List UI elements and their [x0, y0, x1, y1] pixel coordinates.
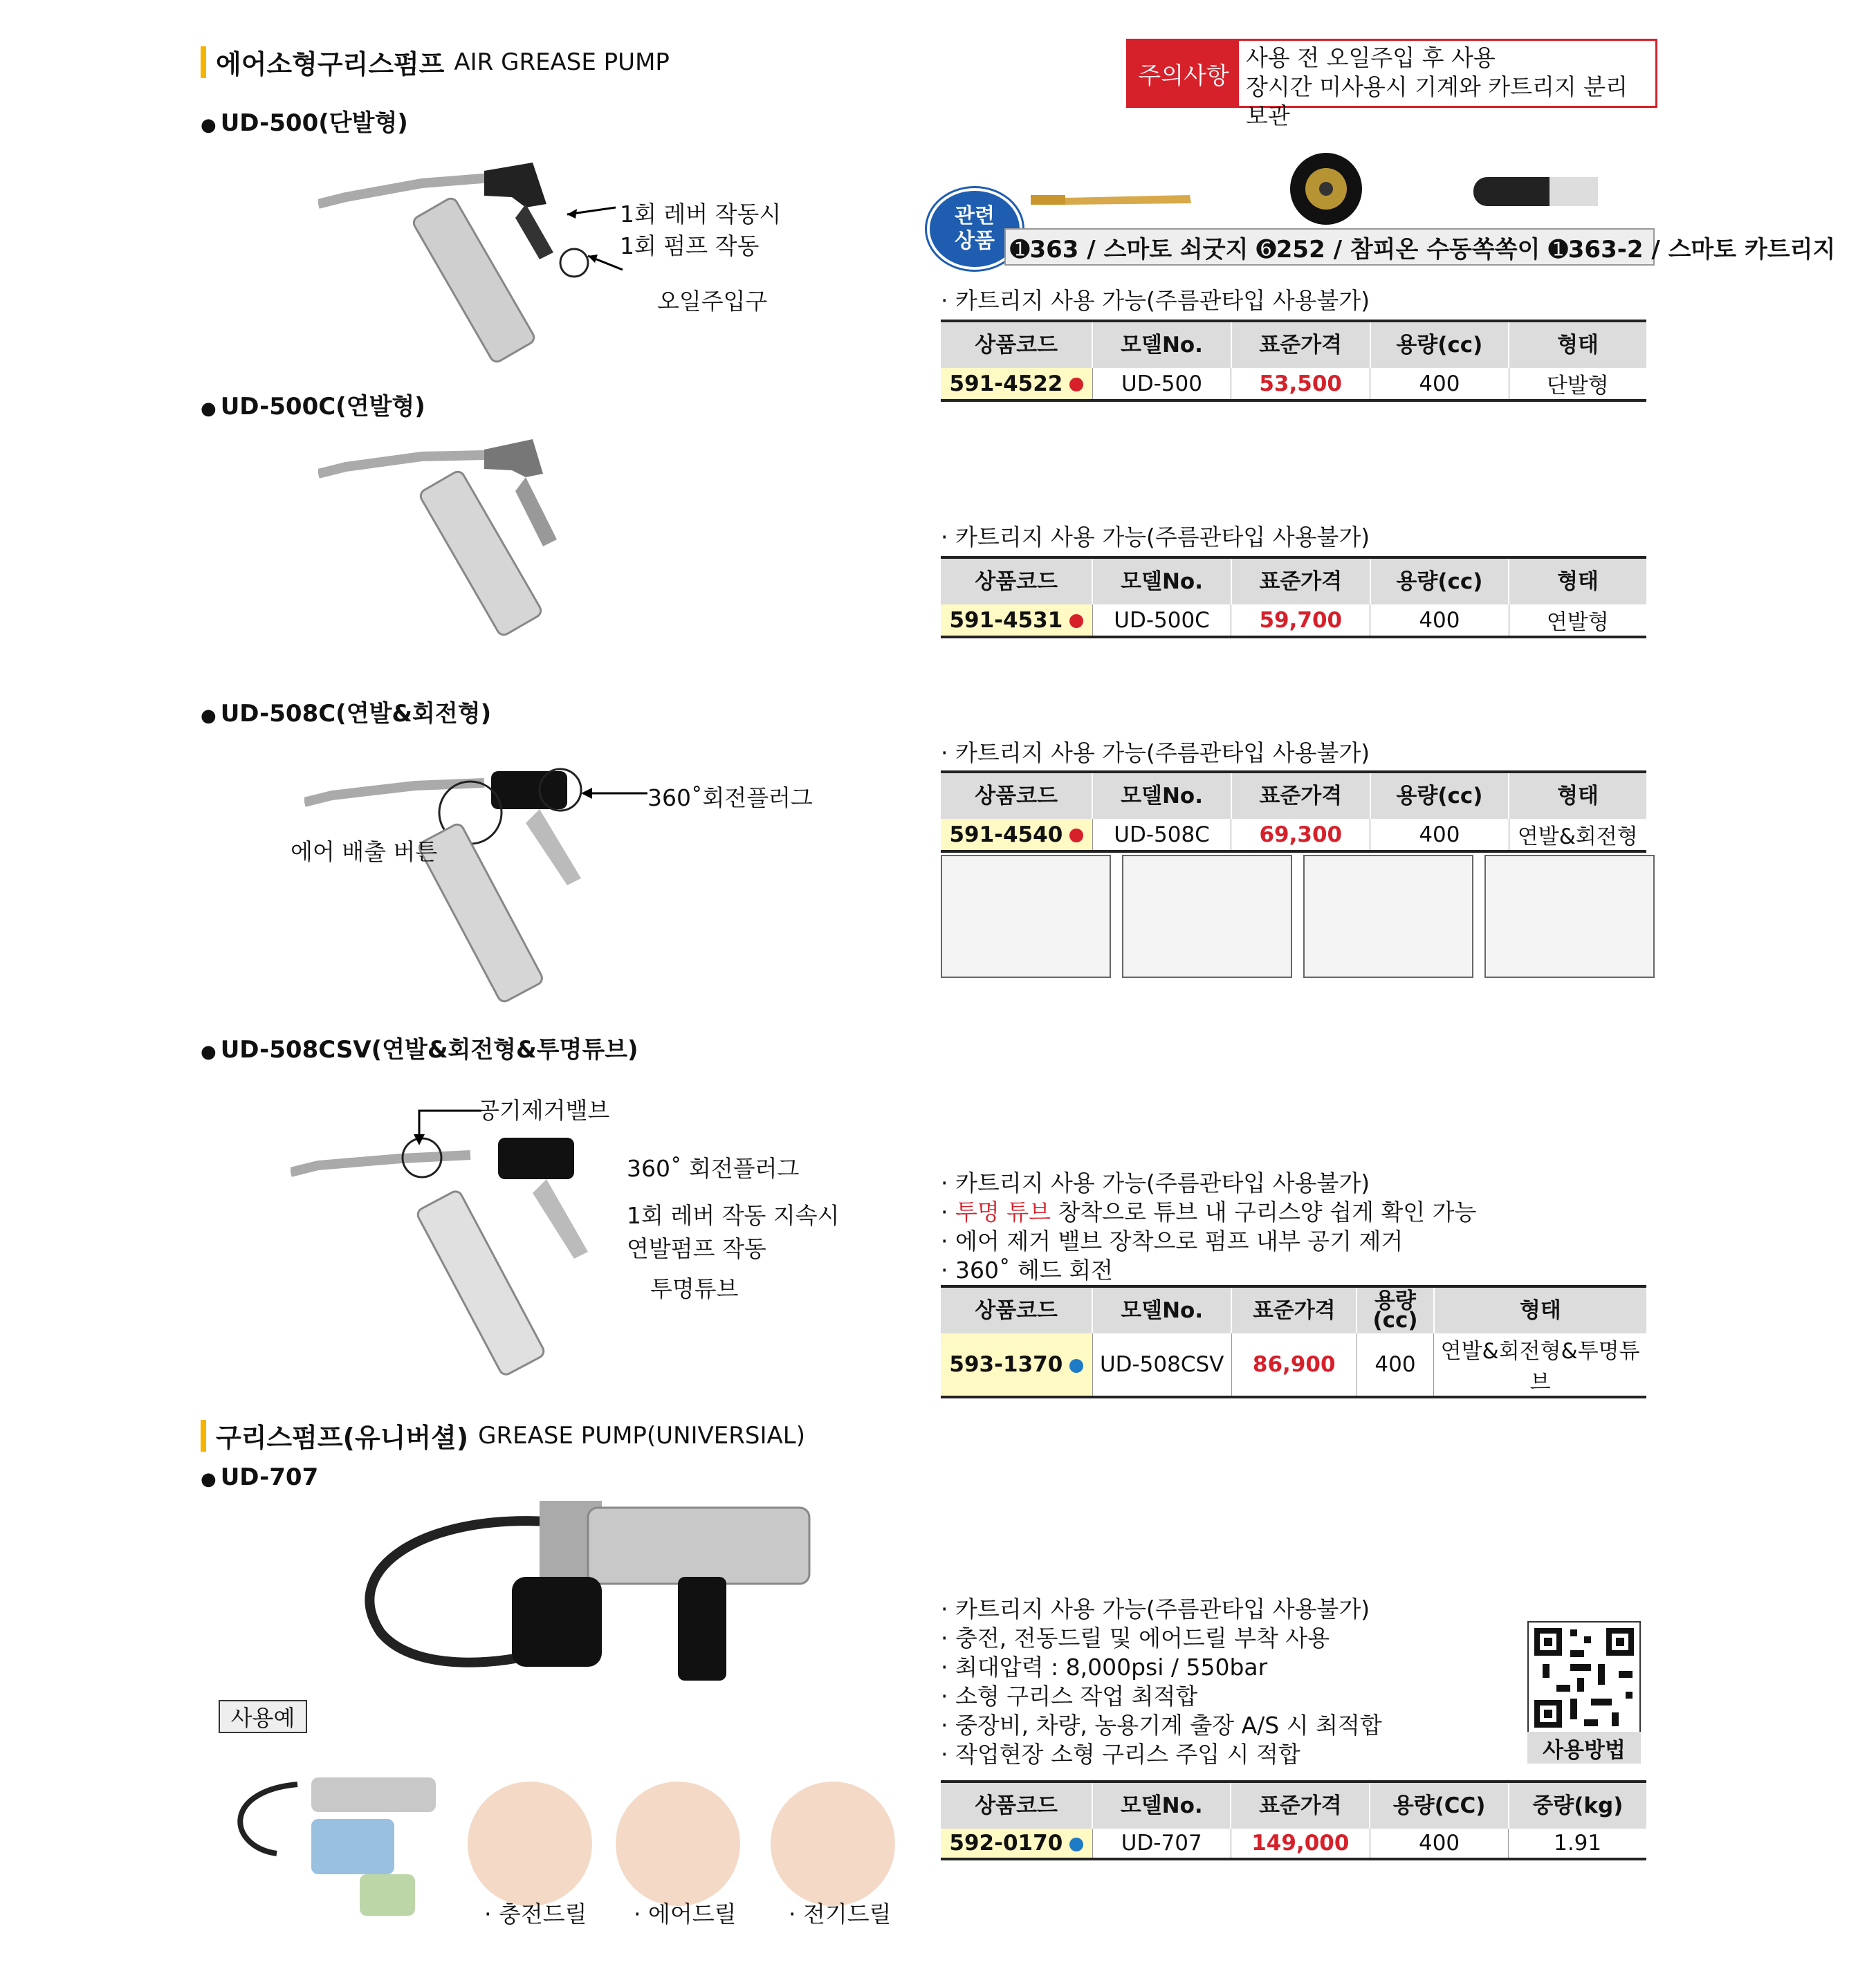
model-ud500c-name: UD-500C(연발형)	[220, 393, 425, 420]
model-ud500-name: UD-500(단발형)	[220, 109, 408, 137]
ud500c-spec-table	[941, 556, 1646, 638]
usage-caption-text: 에어드릴	[647, 1901, 737, 1928]
th-model: 모델No.	[1092, 1286, 1231, 1333]
product-code-cell	[941, 1829, 1092, 1859]
related-products-list: ➊363 / 스마토 쇠굿지 ➏252 / 참피온 수동쏙쏙이 ➊363-2 / 스마토 카트리지	[1004, 228, 1655, 266]
table-row	[941, 1829, 1646, 1859]
product-code-cell	[941, 819, 1092, 851]
ud707-note-5: · 중장비, 차량, 농용기계 출장 A/S 시 최적합	[941, 1711, 1382, 1740]
ud508csv-note-4: · 360˚ 헤드 회전	[941, 1256, 1476, 1285]
related-badge-line-2: 상품	[955, 229, 995, 253]
product-code-cell	[941, 368, 1092, 400]
th-code: 상품코드	[941, 321, 1092, 368]
ud508csv-callout-tube: 투명튜브	[650, 1275, 739, 1302]
ud508c-note: · 카트리지 사용 가능(주름관타입 사용불가)	[941, 739, 1370, 768]
ud500-callout-oil-inlet: 오일주입구	[657, 288, 768, 315]
th-type: 형태	[1434, 1286, 1646, 1333]
stock-dot-icon	[1069, 829, 1083, 842]
product-code-cell	[941, 1333, 1092, 1397]
th-type: 형태	[1509, 557, 1646, 604]
ud707-note-4: · 소형 구리스 작업 최적합	[941, 1682, 1382, 1711]
ud500-spec-table	[941, 320, 1646, 402]
capacity-cell: 400	[1370, 604, 1509, 637]
model-ud508c-title: ● UD-508C(연발&회전형)	[201, 700, 492, 728]
table-row	[941, 819, 1646, 851]
product-code: 591-4522	[949, 371, 1063, 396]
th-capacity: 용량(cc)	[1370, 557, 1509, 604]
capacity-cell: 400	[1357, 1333, 1433, 1397]
model-cell: UD-707	[1092, 1829, 1231, 1859]
ud508c-callout-arrow	[578, 783, 654, 804]
ud508c-callout-air-button: 에어 배출 버튼	[291, 838, 438, 865]
ud508csv-note-2-highlight: 투명 튜브	[955, 1199, 1051, 1226]
section-title-en: GREASE PUMP(UNIVERSIAL)	[478, 1421, 805, 1450]
th-price: 표준가격	[1231, 1286, 1357, 1333]
th-price: 표준가격	[1231, 1782, 1370, 1829]
th-price: 표준가격	[1231, 321, 1370, 368]
model-cell: UD-500C	[1092, 604, 1231, 637]
ud508csv-note-1: · 카트리지 사용 가능(주름관타입 사용불가)	[941, 1169, 1476, 1198]
usage-cordless-drill-image	[221, 1764, 450, 1923]
ud500-note: · 카트리지 사용 가능(주름관타입 사용불가)	[941, 286, 1370, 315]
ud500-callout-pump: 1회 펌프 작동	[620, 232, 760, 259]
caution-line-2: 장시간 미사용시 기계와 카트리지 분리 보관	[1246, 73, 1628, 129]
usage-photo-4	[1484, 855, 1655, 978]
capacity-cell: 400	[1370, 819, 1509, 851]
table-row	[941, 368, 1646, 400]
table-header-row	[941, 321, 1646, 368]
price-cell: 53,500	[1231, 368, 1370, 400]
stock-dot-icon	[1069, 378, 1083, 391]
th-type: 형태	[1509, 772, 1646, 819]
usage-photo-air-drill	[616, 1782, 740, 1906]
th-capacity: 용량(CC)	[1370, 1782, 1508, 1829]
ud500-callout-arrows	[560, 187, 629, 284]
model-ud508csv-name: UD-508CSV(연발&회전형&투명튜브)	[220, 1036, 638, 1064]
weight-cell: 1.91	[1509, 1829, 1646, 1859]
price-cell: 149,000	[1231, 1829, 1370, 1859]
stock-dot-icon	[1069, 614, 1083, 628]
ud508csv-note-2	[941, 1198, 1476, 1227]
product-code: 591-4531	[949, 607, 1063, 633]
grease-nozzle-image	[1031, 185, 1197, 213]
ud508c-notes	[941, 739, 1370, 768]
th-model: 모델No.	[1092, 772, 1231, 819]
model-cell: UD-500	[1092, 368, 1231, 400]
product-code: 592-0170	[949, 1831, 1063, 1856]
ud508csv-notes	[941, 1169, 1476, 1285]
th-weight: 중량(kg)	[1509, 1782, 1646, 1829]
section-title-grease-pump-universal	[201, 1416, 805, 1454]
th-capacity: 용량(cc)	[1370, 321, 1509, 368]
product-code-cell	[941, 604, 1092, 637]
usage-example-label: 사용예	[219, 1700, 307, 1733]
ud508csv-callout-plug: 360˚ 회전플러그	[627, 1155, 800, 1182]
capacity-cell: 400	[1370, 368, 1509, 400]
caution-label: 주의사항	[1128, 41, 1239, 106]
type-cell: 연발&회전형	[1509, 819, 1646, 851]
table-row	[941, 1333, 1646, 1397]
th-capacity: 용량(cc)	[1357, 1286, 1433, 1333]
ud707-note-2: · 충전, 전동드릴 및 에어드릴 부착 사용	[941, 1624, 1382, 1653]
caution-line-1: 사용 전 오일주입 후 사용	[1246, 44, 1496, 71]
section-title-ko: 에어소형구리스펌프	[216, 49, 445, 80]
title-accent-bar	[201, 46, 206, 78]
ud508csv-note-3: · 에어 제거 밸브 장착으로 펌프 내부 공기 제거	[941, 1227, 1476, 1256]
usage-photo-1	[941, 855, 1111, 978]
model-ud707-name: UD-707	[220, 1463, 319, 1491]
title-accent-bar	[201, 1420, 206, 1452]
cartridge-image	[1473, 176, 1598, 207]
ud508csv-spec-table	[941, 1285, 1646, 1398]
type-cell: 단발형	[1509, 368, 1646, 400]
usage-caption-text: 충전드릴	[498, 1901, 587, 1928]
table-header-row	[941, 1782, 1646, 1829]
model-ud508c-name: UD-508C(연발&회전형)	[220, 700, 492, 728]
product-code: 593-1370	[949, 1352, 1063, 1377]
th-code: 상품코드	[941, 557, 1092, 604]
qr-caption: 사용방법	[1527, 1732, 1641, 1764]
section-title-ko: 구리스펌프(유니버셜)	[216, 1423, 469, 1453]
price-cell: 86,900	[1231, 1333, 1357, 1397]
related-badge-line-1: 관련	[955, 204, 995, 228]
table-header-row	[941, 557, 1646, 604]
model-ud500c-title: ● UD-500C(연발형)	[201, 393, 425, 420]
ud500c-pump-image	[318, 436, 623, 650]
ud508csv-callout-lever: 1회 레버 작동 지속시	[627, 1202, 840, 1229]
price-cell: 59,700	[1231, 604, 1370, 637]
section-title-air-grease-pump	[201, 43, 670, 81]
usage-caption-text: 전기드릴	[802, 1901, 892, 1928]
stock-dot-icon	[1069, 1838, 1083, 1851]
th-type: 형태	[1509, 321, 1646, 368]
usage-caption-cordless: · 충전드릴	[484, 1901, 587, 1928]
th-model: 모델No.	[1092, 557, 1231, 604]
model-cell: UD-508CSV	[1092, 1333, 1231, 1397]
usage-caption-air: · 에어드릴	[634, 1901, 737, 1928]
model-cell: UD-508C	[1092, 819, 1231, 851]
th-code: 상품코드	[941, 1286, 1092, 1333]
th-code: 상품코드	[941, 1782, 1092, 1829]
product-code: 591-4540	[949, 822, 1063, 847]
ud500c-note: · 카트리지 사용 가능(주름관타입 사용불가)	[941, 523, 1370, 552]
usage-caption-electric: · 전기드릴	[789, 1901, 892, 1928]
table-header-row	[941, 1286, 1646, 1333]
stock-dot-icon	[1069, 1359, 1083, 1373]
section-title-en: AIR GREASE PUMP	[454, 48, 670, 76]
th-model: 모델No.	[1092, 321, 1231, 368]
ud500c-notes	[941, 523, 1370, 552]
usage-photo-3	[1303, 855, 1473, 978]
ud500-notes	[941, 286, 1370, 315]
type-cell: 연발&회전형&투명튜브	[1434, 1333, 1646, 1397]
usage-photo-cordless-drill	[468, 1782, 592, 1906]
ud707-pump-image	[339, 1487, 823, 1694]
ud707-note-6: · 작업현장 소형 구리스 주입 시 적합	[941, 1740, 1382, 1769]
ud508c-spec-table	[941, 770, 1646, 853]
qr-code-pattern	[1529, 1623, 1639, 1733]
ud707-spec-table	[941, 1780, 1646, 1860]
th-capacity: 용량(cc)	[1370, 772, 1509, 819]
th-code: 상품코드	[941, 772, 1092, 819]
model-ud707-title: ● UD-707	[201, 1463, 319, 1491]
ud707-notes	[941, 1595, 1382, 1769]
model-ud508csv-title: ● UD-508CSV(연발&회전형&투명튜브)	[201, 1036, 638, 1064]
ud508csv-callout-auto-pump: 연발펌프 작동	[627, 1235, 766, 1262]
ud707-note-3: · 최대압력 : 8,000psi / 550bar	[941, 1653, 1382, 1682]
ud508c-callout-plug: 360˚회전플러그	[647, 784, 813, 811]
capacity-cell: 400	[1370, 1829, 1508, 1859]
ud707-note-1: · 카트리지 사용 가능(주름관타입 사용불가)	[941, 1595, 1382, 1624]
hand-pump-image	[1288, 151, 1364, 227]
th-price: 표준가격	[1231, 772, 1370, 819]
ud508csv-callout-valve: 공기제거밸브	[477, 1097, 610, 1124]
caution-text	[1239, 41, 1655, 129]
table-row	[941, 604, 1646, 637]
caution-box	[1126, 39, 1657, 129]
type-cell: 연발형	[1509, 604, 1646, 637]
th-price: 표준가격	[1231, 557, 1370, 604]
price-cell: 69,300	[1231, 819, 1370, 851]
table-header-row	[941, 772, 1646, 819]
ud508csv-note-2-text: 창착으로 튜브 내 구리스양 쉽게 확인 가능	[1051, 1199, 1477, 1226]
usage-photo-2	[1122, 855, 1292, 978]
ud500-callout-lever: 1회 레버 작동시	[620, 201, 782, 228]
usage-photo-electric-drill	[771, 1782, 895, 1906]
model-ud500-title: ● UD-500(단발형)	[201, 109, 408, 137]
qr-code-icon[interactable]	[1527, 1621, 1641, 1735]
th-model: 모델No.	[1092, 1782, 1231, 1829]
